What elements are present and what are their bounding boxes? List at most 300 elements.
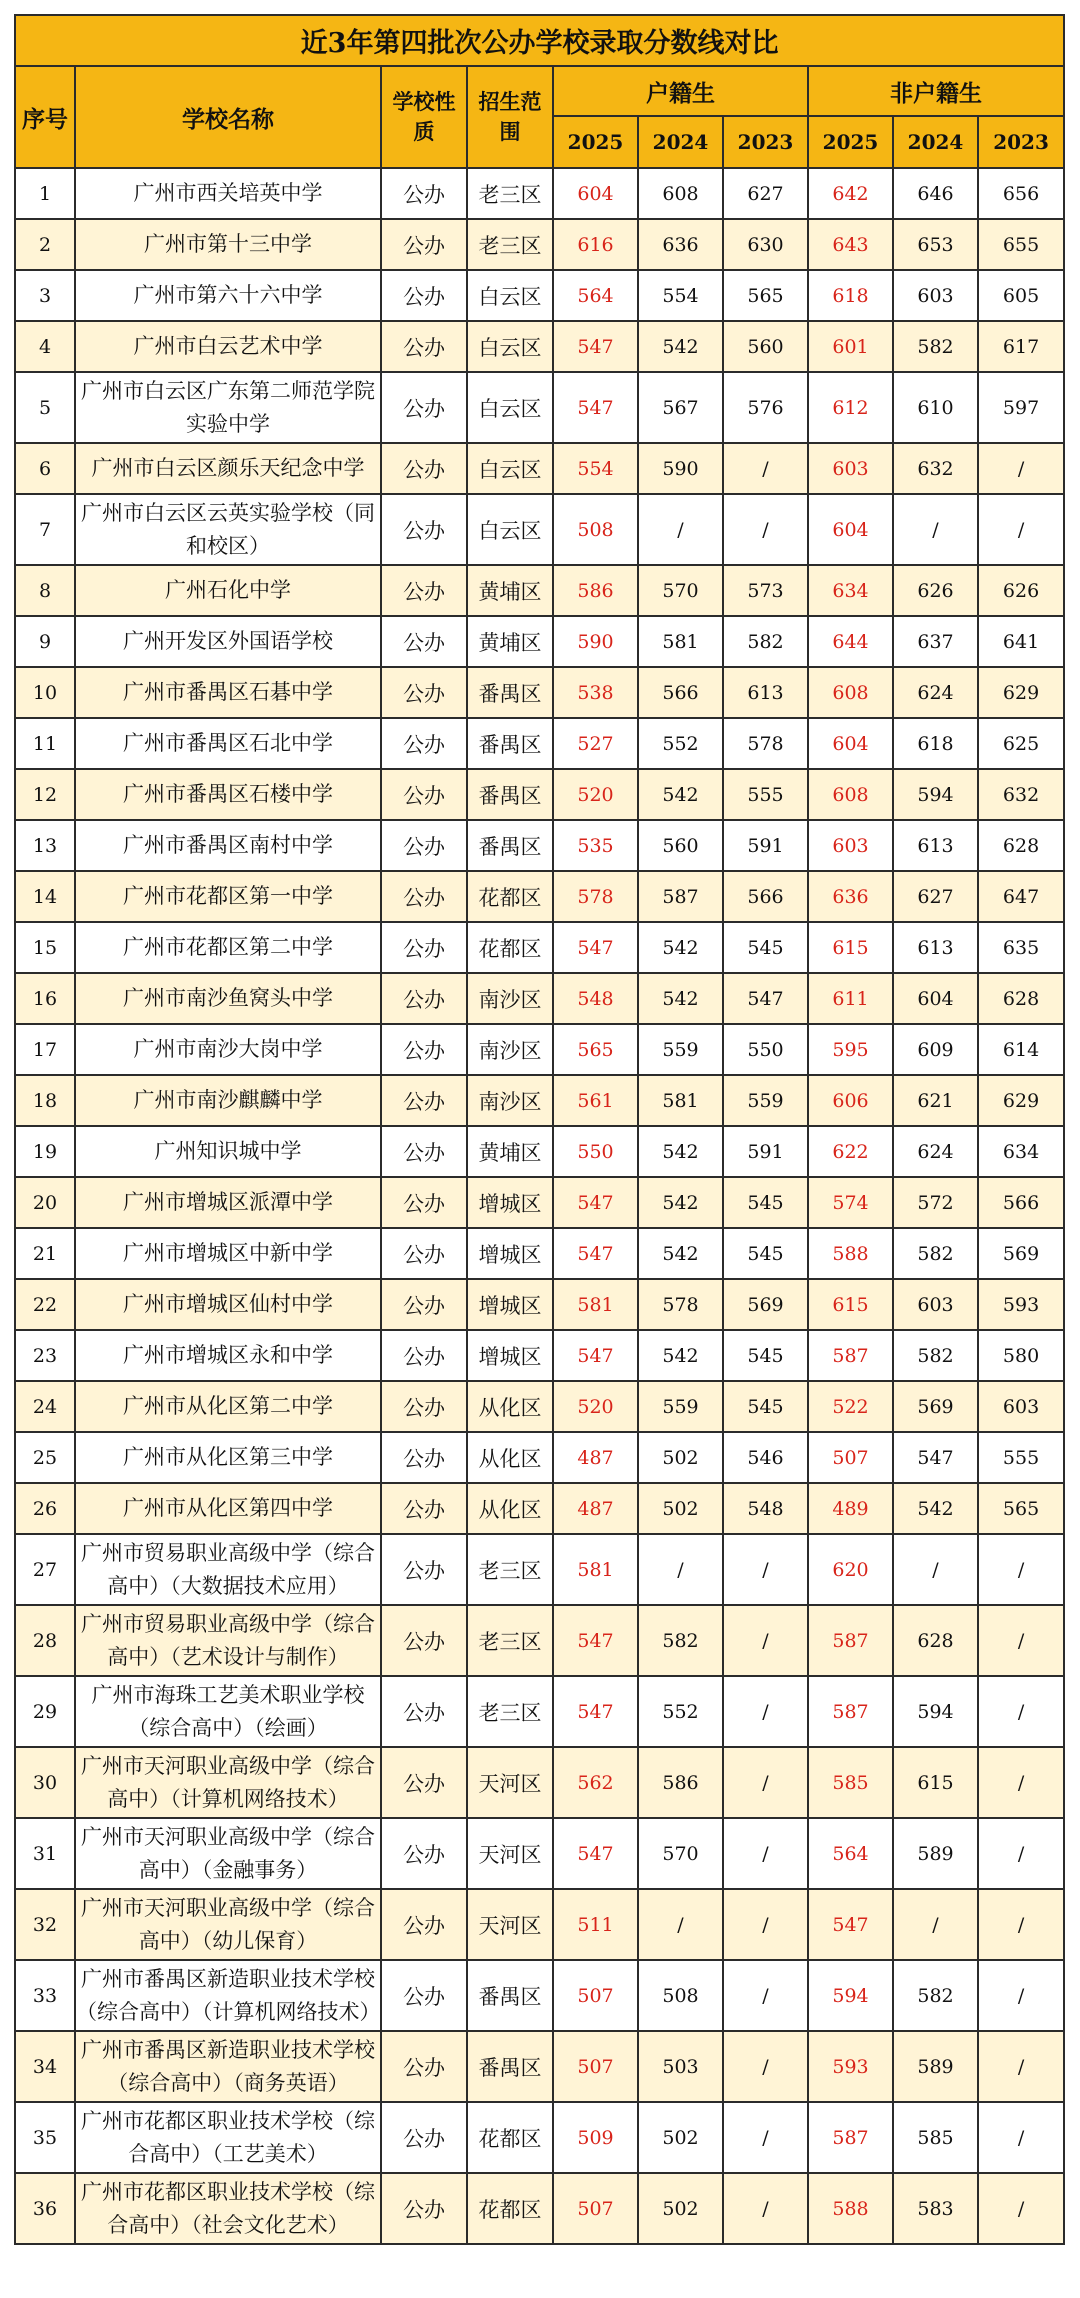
hukou-score-2024: 542 [638, 321, 723, 372]
hukou-score-2025: 547 [553, 1228, 638, 1279]
nonhukou-score-2025: 507 [808, 1432, 893, 1483]
hukou-score-2023: 550 [723, 1024, 808, 1075]
header-nonhukou-2023: 2023 [978, 116, 1064, 168]
hukou-score-2023: 545 [723, 1381, 808, 1432]
hukou-score-2023: / [723, 494, 808, 565]
school-type: 公办 [381, 871, 467, 922]
school-type: 公办 [381, 2031, 467, 2102]
nonhukou-score-2025: 603 [808, 820, 893, 871]
nonhukou-score-2023: 580 [978, 1330, 1064, 1381]
nonhukou-score-2025: 604 [808, 494, 893, 565]
nonhukou-score-2025: 644 [808, 616, 893, 667]
row-index: 28 [15, 1605, 75, 1676]
nonhukou-score-2024: 603 [893, 270, 978, 321]
school-name: 广州市海珠工艺美术职业学校（综合高中）（绘画） [75, 1676, 381, 1747]
nonhukou-score-2025: 588 [808, 1228, 893, 1279]
nonhukou-score-2023: 566 [978, 1177, 1064, 1228]
hukou-score-2024: 570 [638, 565, 723, 616]
hukou-score-2025: 548 [553, 973, 638, 1024]
hukou-score-2025: 578 [553, 871, 638, 922]
table-row [15, 769, 1064, 820]
header-hukou-2025: 2025 [553, 116, 638, 168]
row-index: 35 [15, 2102, 75, 2173]
enrollment-area: 黄埔区 [467, 565, 553, 616]
nonhukou-score-2023: / [978, 494, 1064, 565]
hukou-score-2025: 535 [553, 820, 638, 871]
enrollment-area: 南沙区 [467, 1024, 553, 1075]
school-name: 广州石化中学 [75, 565, 381, 616]
table-row [15, 1432, 1064, 1483]
school-name: 广州市花都区第一中学 [75, 871, 381, 922]
row-index: 27 [15, 1534, 75, 1605]
enrollment-area: 从化区 [467, 1381, 553, 1432]
hukou-score-2023: / [723, 1889, 808, 1960]
nonhukou-score-2023: 628 [978, 820, 1064, 871]
school-type: 公办 [381, 1279, 467, 1330]
hukou-score-2025: 550 [553, 1126, 638, 1177]
hukou-score-2025: 538 [553, 667, 638, 718]
nonhukou-score-2023: 593 [978, 1279, 1064, 1330]
nonhukou-score-2025: 615 [808, 1279, 893, 1330]
school-type: 公办 [381, 494, 467, 565]
hukou-score-2023: 559 [723, 1075, 808, 1126]
nonhukou-score-2025: 608 [808, 667, 893, 718]
nonhukou-score-2024: 589 [893, 1818, 978, 1889]
table-row [15, 1818, 1064, 1889]
nonhukou-score-2025: 587 [808, 1605, 893, 1676]
enrollment-area: 老三区 [467, 219, 553, 270]
hukou-score-2024: 608 [638, 168, 723, 219]
row-index: 10 [15, 667, 75, 718]
row-index: 12 [15, 769, 75, 820]
school-name: 广州市贸易职业高级中学（综合高中）（艺术设计与制作） [75, 1605, 381, 1676]
table-row [15, 1889, 1064, 1960]
enrollment-area: 番禺区 [467, 769, 553, 820]
hukou-score-2024: 552 [638, 718, 723, 769]
school-name: 广州开发区外国语学校 [75, 616, 381, 667]
nonhukou-score-2025: 588 [808, 2173, 893, 2244]
school-type: 公办 [381, 270, 467, 321]
school-type: 公办 [381, 1330, 467, 1381]
row-index: 1 [15, 168, 75, 219]
table-row [15, 718, 1064, 769]
nonhukou-score-2025: 574 [808, 1177, 893, 1228]
nonhukou-score-2025: 594 [808, 1960, 893, 2031]
enrollment-area: 南沙区 [467, 973, 553, 1024]
nonhukou-score-2024: 632 [893, 443, 978, 494]
hukou-score-2024: 542 [638, 1126, 723, 1177]
hukou-score-2025: 616 [553, 219, 638, 270]
nonhukou-score-2024: 547 [893, 1432, 978, 1483]
table-row [15, 1676, 1064, 1747]
hukou-score-2024: 582 [638, 1605, 723, 1676]
row-index: 15 [15, 922, 75, 973]
school-name: 广州市花都区第二中学 [75, 922, 381, 973]
nonhukou-score-2025: 634 [808, 565, 893, 616]
hukou-score-2025: 507 [553, 2031, 638, 2102]
nonhukou-score-2024: 583 [893, 2173, 978, 2244]
school-type: 公办 [381, 1075, 467, 1126]
school-name: 广州市南沙鱼窝头中学 [75, 973, 381, 1024]
hukou-score-2025: 487 [553, 1483, 638, 1534]
enrollment-area: 花都区 [467, 922, 553, 973]
hukou-score-2024: 542 [638, 1330, 723, 1381]
hukou-score-2024: 502 [638, 2102, 723, 2173]
hukou-score-2023: 547 [723, 973, 808, 1024]
hukou-score-2023: / [723, 1960, 808, 2031]
enrollment-area: 增城区 [467, 1228, 553, 1279]
table-row [15, 1747, 1064, 1818]
table-row [15, 1483, 1064, 1534]
hukou-score-2025: 547 [553, 1676, 638, 1747]
nonhukou-score-2023: 565 [978, 1483, 1064, 1534]
row-index: 16 [15, 973, 75, 1024]
row-index: 6 [15, 443, 75, 494]
enrollment-area: 白云区 [467, 372, 553, 443]
nonhukou-score-2025: 636 [808, 871, 893, 922]
hukou-score-2024: 566 [638, 667, 723, 718]
hukou-score-2024: 559 [638, 1381, 723, 1432]
enrollment-area: 增城区 [467, 1330, 553, 1381]
hukou-score-2023: 555 [723, 769, 808, 820]
school-type: 公办 [381, 443, 467, 494]
hukou-score-2025: 561 [553, 1075, 638, 1126]
hukou-score-2025: 509 [553, 2102, 638, 2173]
school-type: 公办 [381, 168, 467, 219]
table-row [15, 270, 1064, 321]
nonhukou-score-2025: 620 [808, 1534, 893, 1605]
table-row [15, 2173, 1064, 2244]
nonhukou-score-2024: 613 [893, 820, 978, 871]
table-row [15, 321, 1064, 372]
row-index: 33 [15, 1960, 75, 2031]
header-index: 序号 [15, 66, 75, 168]
header-non-hukou: 非户籍生 [808, 66, 1064, 116]
row-index: 7 [15, 494, 75, 565]
hukou-score-2023: 569 [723, 1279, 808, 1330]
nonhukou-score-2023: / [978, 1605, 1064, 1676]
table-row [15, 922, 1064, 973]
hukou-score-2023: 560 [723, 321, 808, 372]
nonhukou-score-2024: 627 [893, 871, 978, 922]
hukou-score-2025: 586 [553, 565, 638, 616]
school-type: 公办 [381, 718, 467, 769]
nonhukou-score-2023: / [978, 443, 1064, 494]
hukou-score-2024: 570 [638, 1818, 723, 1889]
table-row [15, 565, 1064, 616]
hukou-score-2023: 545 [723, 1330, 808, 1381]
table-row [15, 1228, 1064, 1279]
hukou-score-2025: 508 [553, 494, 638, 565]
school-name: 广州市第六十六中学 [75, 270, 381, 321]
row-index: 11 [15, 718, 75, 769]
nonhukou-score-2025: 611 [808, 973, 893, 1024]
hukou-score-2025: 507 [553, 1960, 638, 2031]
school-name: 广州市天河职业高级中学（综合高中）（金融事务） [75, 1818, 381, 1889]
nonhukou-score-2023: / [978, 1747, 1064, 1818]
table-row [15, 1177, 1064, 1228]
header-nonhukou-2025: 2025 [808, 116, 893, 168]
school-name: 广州市从化区第二中学 [75, 1381, 381, 1432]
hukou-score-2024: / [638, 494, 723, 565]
row-index: 18 [15, 1075, 75, 1126]
school-type: 公办 [381, 769, 467, 820]
nonhukou-score-2024: 569 [893, 1381, 978, 1432]
school-name: 广州市番禺区石碁中学 [75, 667, 381, 718]
header-nonhukou-2024: 2024 [893, 116, 978, 168]
nonhukou-score-2024: 582 [893, 321, 978, 372]
school-name: 广州知识城中学 [75, 1126, 381, 1177]
hukou-score-2023: 591 [723, 820, 808, 871]
hukou-score-2025: 547 [553, 321, 638, 372]
row-index: 13 [15, 820, 75, 871]
nonhukou-score-2024: 582 [893, 1228, 978, 1279]
nonhukou-score-2023: 656 [978, 168, 1064, 219]
table-row [15, 1075, 1064, 1126]
row-index: 26 [15, 1483, 75, 1534]
row-index: 3 [15, 270, 75, 321]
school-name: 广州市增城区中新中学 [75, 1228, 381, 1279]
nonhukou-score-2024: 628 [893, 1605, 978, 1676]
table-row [15, 667, 1064, 718]
nonhukou-score-2025: 604 [808, 718, 893, 769]
hukou-score-2023: / [723, 1676, 808, 1747]
hukou-score-2023: / [723, 2102, 808, 2173]
enrollment-area: 南沙区 [467, 1075, 553, 1126]
nonhukou-score-2024: 615 [893, 1747, 978, 1818]
school-type: 公办 [381, 1381, 467, 1432]
school-type: 公办 [381, 321, 467, 372]
hukou-score-2023: 627 [723, 168, 808, 219]
nonhukou-score-2023: 614 [978, 1024, 1064, 1075]
hukou-score-2025: 581 [553, 1279, 638, 1330]
row-index: 9 [15, 616, 75, 667]
nonhukou-score-2025: 603 [808, 443, 893, 494]
nonhukou-score-2023: 628 [978, 973, 1064, 1024]
school-type: 公办 [381, 1676, 467, 1747]
nonhukou-score-2024: 589 [893, 2031, 978, 2102]
school-name: 广州市增城区仙村中学 [75, 1279, 381, 1330]
school-type: 公办 [381, 372, 467, 443]
row-index: 20 [15, 1177, 75, 1228]
hukou-score-2024: 542 [638, 1177, 723, 1228]
school-type: 公办 [381, 2173, 467, 2244]
header-enrollment-area: 招生范围 [467, 66, 553, 168]
nonhukou-score-2025: 593 [808, 2031, 893, 2102]
table-row [15, 1126, 1064, 1177]
school-name: 广州市花都区职业技术学校（综合高中）（社会文化艺术） [75, 2173, 381, 2244]
hukou-score-2024: 502 [638, 1483, 723, 1534]
school-type: 公办 [381, 1126, 467, 1177]
row-index: 36 [15, 2173, 75, 2244]
hukou-score-2024: 578 [638, 1279, 723, 1330]
school-type: 公办 [381, 1960, 467, 2031]
table-row [15, 443, 1064, 494]
nonhukou-score-2024: 594 [893, 769, 978, 820]
hukou-score-2023: 576 [723, 372, 808, 443]
hukou-score-2023: 545 [723, 1228, 808, 1279]
nonhukou-score-2024: / [893, 1889, 978, 1960]
hukou-score-2024: 502 [638, 2173, 723, 2244]
table-row [15, 1605, 1064, 1676]
hukou-score-2023: / [723, 2031, 808, 2102]
table-row [15, 871, 1064, 922]
hukou-score-2024: 590 [638, 443, 723, 494]
hukou-score-2024: 581 [638, 1075, 723, 1126]
nonhukou-score-2025: 612 [808, 372, 893, 443]
nonhukou-score-2024: 626 [893, 565, 978, 616]
row-index: 22 [15, 1279, 75, 1330]
table-row [15, 494, 1064, 565]
row-index: 19 [15, 1126, 75, 1177]
nonhukou-score-2024: 653 [893, 219, 978, 270]
enrollment-area: 白云区 [467, 321, 553, 372]
nonhukou-score-2025: 587 [808, 1676, 893, 1747]
school-name: 广州市番禺区新造职业技术学校（综合高中）（计算机网络技术） [75, 1960, 381, 2031]
row-index: 25 [15, 1432, 75, 1483]
header-school-type: 学校性质 [381, 66, 467, 168]
table-row [15, 2031, 1064, 2102]
hukou-score-2023: 545 [723, 922, 808, 973]
nonhukou-score-2025: 601 [808, 321, 893, 372]
hukou-score-2025: 554 [553, 443, 638, 494]
hukou-score-2024: 559 [638, 1024, 723, 1075]
score-table-container [14, 14, 1063, 2284]
hukou-score-2024: 542 [638, 922, 723, 973]
nonhukou-score-2023: / [978, 1818, 1064, 1889]
nonhukou-score-2024: 542 [893, 1483, 978, 1534]
hukou-score-2024: 587 [638, 871, 723, 922]
school-type: 公办 [381, 2102, 467, 2173]
school-name: 广州市花都区职业技术学校（综合高中）（工艺美术） [75, 2102, 381, 2173]
school-name: 广州市白云区云英实验学校（同和校区） [75, 494, 381, 565]
hukou-score-2023: / [723, 1534, 808, 1605]
school-type: 公办 [381, 820, 467, 871]
enrollment-area: 天河区 [467, 1889, 553, 1960]
nonhukou-score-2024: 624 [893, 1126, 978, 1177]
hukou-score-2024: 552 [638, 1676, 723, 1747]
nonhukou-score-2023: 641 [978, 616, 1064, 667]
school-type: 公办 [381, 1177, 467, 1228]
school-name: 广州市番禺区新造职业技术学校（综合高中）（商务英语） [75, 2031, 381, 2102]
enrollment-area: 从化区 [467, 1483, 553, 1534]
school-name: 广州市天河职业高级中学（综合高中）（幼儿保育） [75, 1889, 381, 1960]
hukou-score-2025: 520 [553, 1381, 638, 1432]
hukou-score-2025: 527 [553, 718, 638, 769]
table-title: 近3年第四批次公办学校录取分数线对比 [15, 15, 1064, 66]
enrollment-area: 增城区 [467, 1177, 553, 1228]
nonhukou-score-2025: 564 [808, 1818, 893, 1889]
nonhukou-score-2024: 582 [893, 1330, 978, 1381]
hukou-score-2025: 507 [553, 2173, 638, 2244]
school-name: 广州市南沙麒麟中学 [75, 1075, 381, 1126]
enrollment-area: 花都区 [467, 2102, 553, 2173]
row-index: 8 [15, 565, 75, 616]
hukou-score-2025: 562 [553, 1747, 638, 1818]
nonhukou-score-2024: 604 [893, 973, 978, 1024]
row-index: 24 [15, 1381, 75, 1432]
nonhukou-score-2023: / [978, 1676, 1064, 1747]
row-index: 32 [15, 1889, 75, 1960]
row-index: 14 [15, 871, 75, 922]
nonhukou-score-2025: 585 [808, 1747, 893, 1818]
nonhukou-score-2024: 609 [893, 1024, 978, 1075]
hukou-score-2024: 567 [638, 372, 723, 443]
hukou-score-2025: 487 [553, 1432, 638, 1483]
nonhukou-score-2023: 632 [978, 769, 1064, 820]
school-name: 广州市白云艺术中学 [75, 321, 381, 372]
hukou-score-2024: 554 [638, 270, 723, 321]
school-type: 公办 [381, 219, 467, 270]
nonhukou-score-2025: 606 [808, 1075, 893, 1126]
enrollment-area: 黄埔区 [467, 1126, 553, 1177]
hukou-score-2023: 630 [723, 219, 808, 270]
table-row [15, 1279, 1064, 1330]
header-hukou: 户籍生 [553, 66, 808, 116]
row-index: 5 [15, 372, 75, 443]
hukou-score-2024: 560 [638, 820, 723, 871]
enrollment-area: 老三区 [467, 1534, 553, 1605]
table-row [15, 2102, 1064, 2173]
hukou-score-2025: 511 [553, 1889, 638, 1960]
hukou-score-2024: 542 [638, 769, 723, 820]
row-index: 30 [15, 1747, 75, 1818]
nonhukou-score-2025: 615 [808, 922, 893, 973]
school-name: 广州市从化区第三中学 [75, 1432, 381, 1483]
enrollment-area: 番禺区 [467, 820, 553, 871]
enrollment-area: 番禺区 [467, 2031, 553, 2102]
hukou-score-2025: 590 [553, 616, 638, 667]
enrollment-area: 番禺区 [467, 1960, 553, 2031]
nonhukou-score-2023: / [978, 2031, 1064, 2102]
hukou-score-2025: 547 [553, 1330, 638, 1381]
school-type: 公办 [381, 1747, 467, 1818]
hukou-score-2025: 581 [553, 1534, 638, 1605]
nonhukou-score-2023: 655 [978, 219, 1064, 270]
nonhukou-score-2025: 643 [808, 219, 893, 270]
school-type: 公办 [381, 1818, 467, 1889]
enrollment-area: 天河区 [467, 1818, 553, 1889]
nonhukou-score-2023: 626 [978, 565, 1064, 616]
school-name: 广州市番禺区石北中学 [75, 718, 381, 769]
nonhukou-score-2023: 629 [978, 667, 1064, 718]
nonhukou-score-2025: 608 [808, 769, 893, 820]
enrollment-area: 白云区 [467, 494, 553, 565]
school-name: 广州市从化区第四中学 [75, 1483, 381, 1534]
nonhukou-score-2024: 618 [893, 718, 978, 769]
nonhukou-score-2024: 646 [893, 168, 978, 219]
nonhukou-score-2023: 603 [978, 1381, 1064, 1432]
nonhukou-score-2024: 637 [893, 616, 978, 667]
nonhukou-score-2025: 618 [808, 270, 893, 321]
row-index: 17 [15, 1024, 75, 1075]
hukou-score-2024: 542 [638, 1228, 723, 1279]
school-type: 公办 [381, 1432, 467, 1483]
row-index: 2 [15, 219, 75, 270]
table-row [15, 820, 1064, 871]
nonhukou-score-2024: 603 [893, 1279, 978, 1330]
hukou-score-2023: 613 [723, 667, 808, 718]
nonhukou-score-2025: 642 [808, 168, 893, 219]
hukou-score-2023: 578 [723, 718, 808, 769]
enrollment-area: 番禺区 [467, 718, 553, 769]
school-type: 公办 [381, 973, 467, 1024]
table-row [15, 168, 1064, 219]
school-type: 公办 [381, 1483, 467, 1534]
hukou-score-2024: 542 [638, 973, 723, 1024]
nonhukou-score-2023: / [978, 2173, 1064, 2244]
enrollment-area: 天河区 [467, 1747, 553, 1818]
